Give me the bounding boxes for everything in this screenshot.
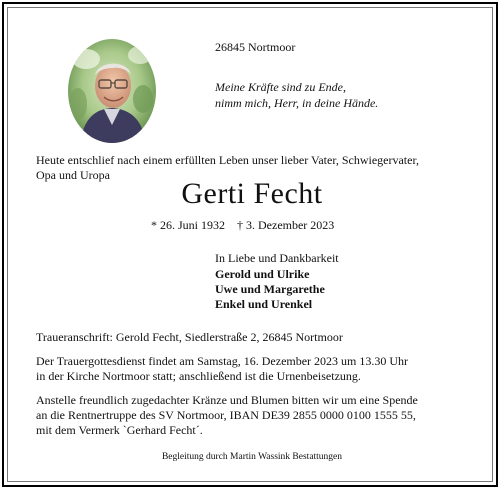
mourner-name: Enkel und Urenkel [215,297,313,311]
donation-line-2: an die Rentnertruppe des SV Nortmoor, IBAN DE39 2855 0000 0100 1555 55, [36,408,416,422]
verse-line-1: Meine Kräfte sind zu Ende, [215,80,346,94]
portrait-photo [68,39,156,143]
life-dates: * 26. Juni 1932 † 3. Dezember 2023 [151,218,335,232]
deceased-name: Gerti Fecht [181,177,323,210]
intro-line-2: Opa und Uropa [36,168,110,182]
donation-line-1: Anstelle freundlich zugedachter Kränze und Blumen bitten wir um eine Spende [36,393,418,407]
mourners-intro: In Liebe und Dankbarkeit [215,251,339,265]
mourner-name: Gerold und Ulrike [215,267,310,281]
donation-line-3: mit dem Vermerk `Gerhard Fecht´. [36,423,203,437]
verse-line-2: nimm mich, Herr, in deine Hände. [215,96,379,110]
funeral-home-credit: Begleitung durch Martin Wassink Bestattungen [161,452,343,462]
location-text: 26845 Nortmoor [215,40,296,54]
intro-line-1: Heute entschlief nach einem erfüllten Leben unser lieber Vater, Schwiegervater, [36,153,419,167]
service-line-2: in der Kirche Nortmoor statt; anschließend ist die Urnenbeisetzung. [36,369,361,383]
service-line-1: Der Trauergottesdienst findet am Samstag, 16. Dezember 2023 um 13.30 Uhr [36,354,409,368]
mourning-address: Traueranschrift: Gerold Fecht, Siedlerstraße 2, 26845 Nortmoor [36,330,343,344]
mourner-name: Uwe und Margarethe [215,282,325,296]
